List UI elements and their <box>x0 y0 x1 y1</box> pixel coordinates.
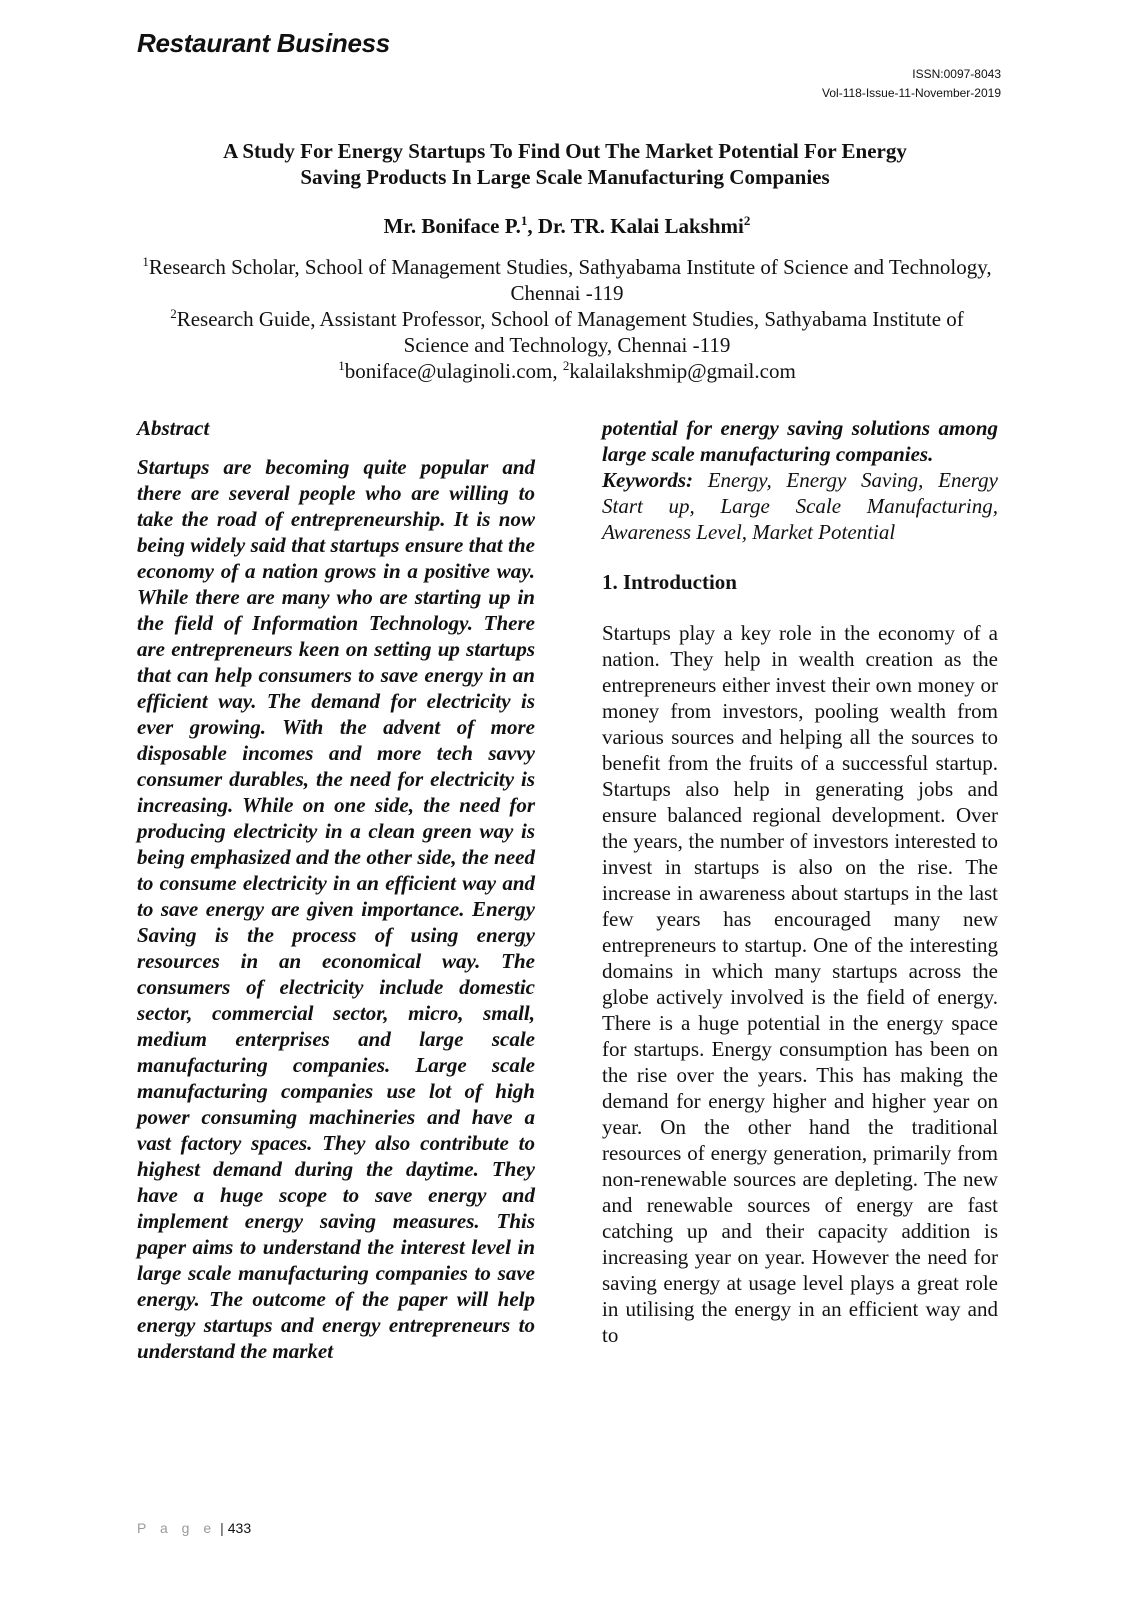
author-separator: , <box>527 214 538 238</box>
emails <box>137 358 997 384</box>
author-2: Dr. TR. Kalai Lakshmi <box>537 214 744 238</box>
title-line-2: Saving Products In Large Scale Manufacturing Companies <box>300 165 830 189</box>
email-1[interactable]: boniface@ulaginoli.com, <box>344 359 558 383</box>
author-2-sup: 2 <box>743 213 751 228</box>
page-number: 433 <box>227 1520 252 1536</box>
affiliations <box>137 254 997 384</box>
issn: ISSN:0097-8043 <box>912 67 1001 81</box>
author-1: Mr. Boniface P. <box>383 214 521 238</box>
affiliation-1-sup: 1 <box>142 254 149 269</box>
introduction-heading: 1. Introduction <box>602 570 737 594</box>
keywords <box>602 467 998 545</box>
title-line-1: A Study For Energy Startups To Find Out The Market Potential For Energy <box>223 139 907 163</box>
page-label: P a g e <box>137 1520 217 1536</box>
author-1-sup: 1 <box>520 213 528 228</box>
journal-meta <box>822 65 1001 103</box>
footer-divider: | <box>220 1520 224 1536</box>
journal-name: Restaurant Business <box>137 28 390 58</box>
left-column <box>137 415 535 1364</box>
email-2-sup: 2 <box>562 358 570 373</box>
affiliation-2-text: Research Guide, Assistant Professor, School of Management Studies, Sathyabama Institute of Science and Technology, Chennai -119 <box>176 307 964 357</box>
page-footer <box>137 1520 251 1536</box>
affiliation-2 <box>137 306 997 358</box>
email-1-sup: 1 <box>338 358 345 373</box>
affiliation-2-sup: 2 <box>170 306 177 321</box>
abstract-continuation: potential for energy saving solutions among large scale manufacturing companies. <box>602 416 998 466</box>
abstract-text: Startups are becoming quite popular and there are several people who are willing to take the road of entrepreneurship. It is now being widely said that startups ensure that the economy of a nation grows in a positive way. While there are many who are starting up in the field of Information Technology. There are entrepreneurs keen on setting up startups that can help consumers to save energy in an efficient way. The demand for electricity is ever growing. With the advent of more disposable incomes and more tech savvy consumer durables, the need for electricity is increasing. While on one side, the need for producing electricity in a clean green way is being emphasized and the other side, the need to consume electricity in an efficient way and to save energy are given importance. Energy Saving is the process of using energy resources in an economical way. The consumers of electricity include domestic sector, commercial sector, micro, small, medium enterprises and large scale manufacturing companies. Large scale manufacturing companies use lot of high power consuming machineries and have a vast factory spaces. They also contribute to highest demand during the daytime. They have a huge scope to save energy and implement energy saving measures. This paper aims to understand the interest level in large scale manufacturing companies to save energy. The outcome of the paper will help energy startups and energy entrepreneurs to understand the market <box>137 455 535 1363</box>
right-column <box>602 415 998 1348</box>
affiliation-1 <box>137 254 997 306</box>
keywords-label: Keywords: <box>602 468 693 492</box>
introduction-text: Startups play a key role in the economy of a nation. They help in wealth creation as the entrepreneurs either invest their own money or money from investors, pooling wealth from various sources and helping all the sources to benefit from the fruits of a successful startup. Startups also help in generating jobs and ensure balanced regional development. Over the years, the number of investors interested to invest in startups is also on the rise. The increase in awareness about startups in the last few years has encouraged many new entrepreneurs to startup. One of the interesting domains in which many startups across the globe actively involved is the field of energy. There is a huge potential in the energy space for startups. Energy consumption has been on the rise over the years. This has making the demand for energy higher and higher year on year. On the other hand the traditional resources of energy generation, primarily from non-renewable sources are depleting. The new and renewable sources of energy are fast catching up and their capacity addition is increasing year on year. However the need for saving energy at usage level plays a great role in utilising the energy in an efficient way and to <box>602 621 998 1347</box>
email-2[interactable]: kalailakshmip@gmail.com <box>569 359 796 383</box>
volume-issue: Vol-118-Issue-11-November-2019 <box>822 86 1001 100</box>
paper-title <box>200 138 930 190</box>
affiliation-1-text: Research Scholar, School of Management Studies, Sathyabama Institute of Science and Technology, Chennai -119 <box>148 255 992 305</box>
abstract-heading: Abstract <box>137 416 210 440</box>
authors <box>137 214 997 239</box>
keywords-list: Energy, Energy Saving, Energy Start up, Large Scale Manufacturing, Awareness Level, Market Potential <box>602 468 998 544</box>
